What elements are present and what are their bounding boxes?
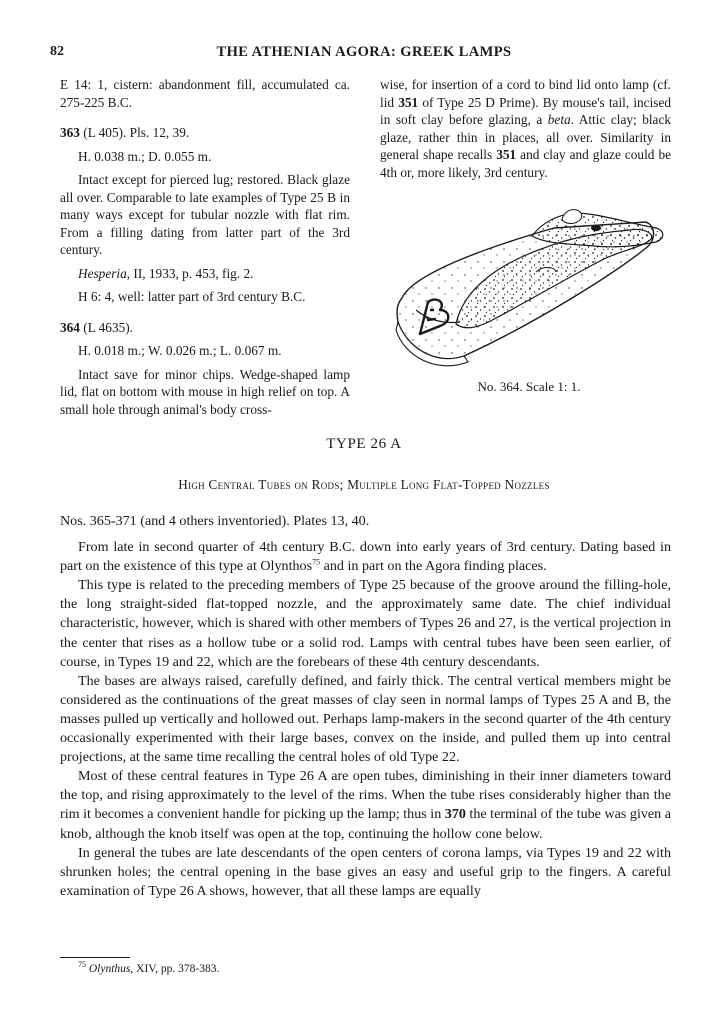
catalog-number-364: 364 — [60, 319, 80, 335]
beta-word: beta — [547, 112, 571, 127]
catalog-364-description-cont — [380, 76, 671, 181]
ref-370: 370 — [444, 806, 466, 823]
footnote-ref-75: 75 — [312, 557, 321, 567]
paragraph-dating — [60, 538, 671, 576]
dating-text-end: and in part on the Agora finding places. — [320, 558, 547, 575]
paragraph-bases: The bases are always raised, carefully defined, and fairly thick. The central vertical members might be considered as the continuations of the great masses of clay seen in normal lamps of Types 25 A and B, the masses pulled up vertically and hollowed out. Perhaps lamp-makers in the second quarter of the 4th century occasionally experimented with their large bases, convex on the inside, and pulled them up into central projections, at the same time recalling the central holes of old Type 22. — [60, 672, 671, 766]
footnote-rule — [60, 957, 130, 958]
footnote — [78, 960, 220, 975]
catalog-363-description: Intact except for pierced lug; restored. Black glaze all over. Comparable to late examples of Type 25 B in many ways except for tubular nozzle with flat rim. From a filling dating from latter part of the 3rd century. — [60, 172, 350, 257]
ref-351-second: 351 — [496, 147, 517, 162]
context-e14: E 14: 1, cistern: abandonment fill, accumulated ca. 275-225 B.C. — [60, 77, 350, 110]
figure-caption: No. 364. Scale 1: 1. — [477, 379, 581, 394]
dating-text: From late in second quarter of 4th century B.C. down into early years of 3rd century. Dating based in part on the existence of this type at Olynthos — [60, 539, 671, 575]
running-header — [50, 44, 678, 64]
catalog-range-detail: (and 4 others inventoried). Plates 13, 40. — [140, 513, 370, 529]
reference-detail: , II, 1933, p. 453, fig. 2. — [126, 265, 254, 281]
mouse-eye — [591, 225, 601, 231]
desc-part-4: and clay and glaze could be 4th or, more likely, 3rd century. — [380, 147, 671, 180]
catalog-range: Nos. 365-371 — [60, 513, 137, 529]
catalog-364-description: Intact save for minor chips. Wedge-shaped lamp lid, flat on bottom with mouse in high relief on top. A small hole through animal's body cross- — [60, 366, 350, 417]
paragraph-central-features — [60, 767, 671, 843]
reference-journal: Hesperia — [78, 265, 127, 281]
central-features-text: Most of these central features in Type 26 A are open tubes, diminishing in their inner diameters toward the top, and rising approximately to the level of the rims. When the tube rises considerably higher than the rim it becomes a convenient handle for picking up the lamp; thus in — [60, 768, 671, 823]
paragraph-tubes: In general the tubes are late descendants of the open centers of corona lamps, via Types 19 and 22 with shrunken holes; the central opening in the base gives an easy and useful grip to the fingers. A careful examination of Type 26 A shows, however, that all these lamps are equally — [60, 844, 671, 899]
page-number: 82 — [50, 44, 64, 59]
desc-part-1: wise, for insertion of a cord to bind lid onto lamp (cf. lid — [380, 77, 671, 110]
paragraph-relation: This type is related to the preceding members of Type 25 because of the groove around the filling-hole, the long straight-sided flat-topped nozzle, and the approximately same date. The chief individual characteristic, however, which is shared with other members of Types 26 and 27, is the vertical projection in the center that rises as a hollow tube or a solid rod. Lamps with central tubes have been seen earlier, of course, in Types 19 and 22, which are the forebears of these 4th century descendants. — [60, 577, 671, 670]
catalog-number-363: 363 — [60, 125, 80, 140]
footnote-title: Olynthus — [88, 963, 131, 975]
desc-part-2: of Type 25 D Prime). By mouse's tail, incised in soft clay before glazing, a — [380, 94, 671, 127]
catalog-363-dimensions: H. 0.038 m.; D. 0.055 m. — [78, 148, 212, 164]
right-column — [380, 76, 671, 181]
catalog-entry-363-heading — [60, 124, 350, 142]
desc-part-3: . Attic clay; black glaze, rather thin in places, all over. Similarity in general shape recalls — [380, 112, 671, 162]
left-column — [60, 76, 350, 418]
section-subtitle: High Central Tubes on Rods; Multiple Long Flat-Topped Nozzles — [178, 477, 550, 492]
catalog-363-heading-rest: (L 405). Pls. 12, 39. — [83, 125, 190, 140]
running-title: THE ATHENIAN AGORA: GREEK LAMPS — [216, 44, 512, 60]
catalog-363-reference — [60, 265, 350, 283]
catalog-364-heading-rest: (L 4635). — [83, 319, 134, 335]
catalog-363-context: H 6: 4, well: latter part of 3rd century B.C. — [78, 289, 306, 304]
main-body — [60, 512, 671, 901]
ref-351: 351 — [398, 94, 419, 110]
central-features-text-end: the terminal of the tube was given a knob, although the knob itself was open at the top, continuing the hollow cone below. — [60, 806, 671, 842]
section-title: TYPE 26 A — [326, 436, 402, 452]
catalog-entry-364-heading — [60, 319, 350, 337]
catalog-364-dimensions: H. 0.018 m.; W. 0.026 m.; L. 0.067 m. — [78, 343, 282, 358]
lamp-lid-illustration — [384, 206, 674, 381]
mouse-ear — [562, 210, 582, 224]
footnote-detail: , XIV, pp. 378-383. — [130, 963, 220, 975]
footnote-mark: 75 — [78, 960, 86, 970]
catalog-range-line — [60, 512, 671, 531]
